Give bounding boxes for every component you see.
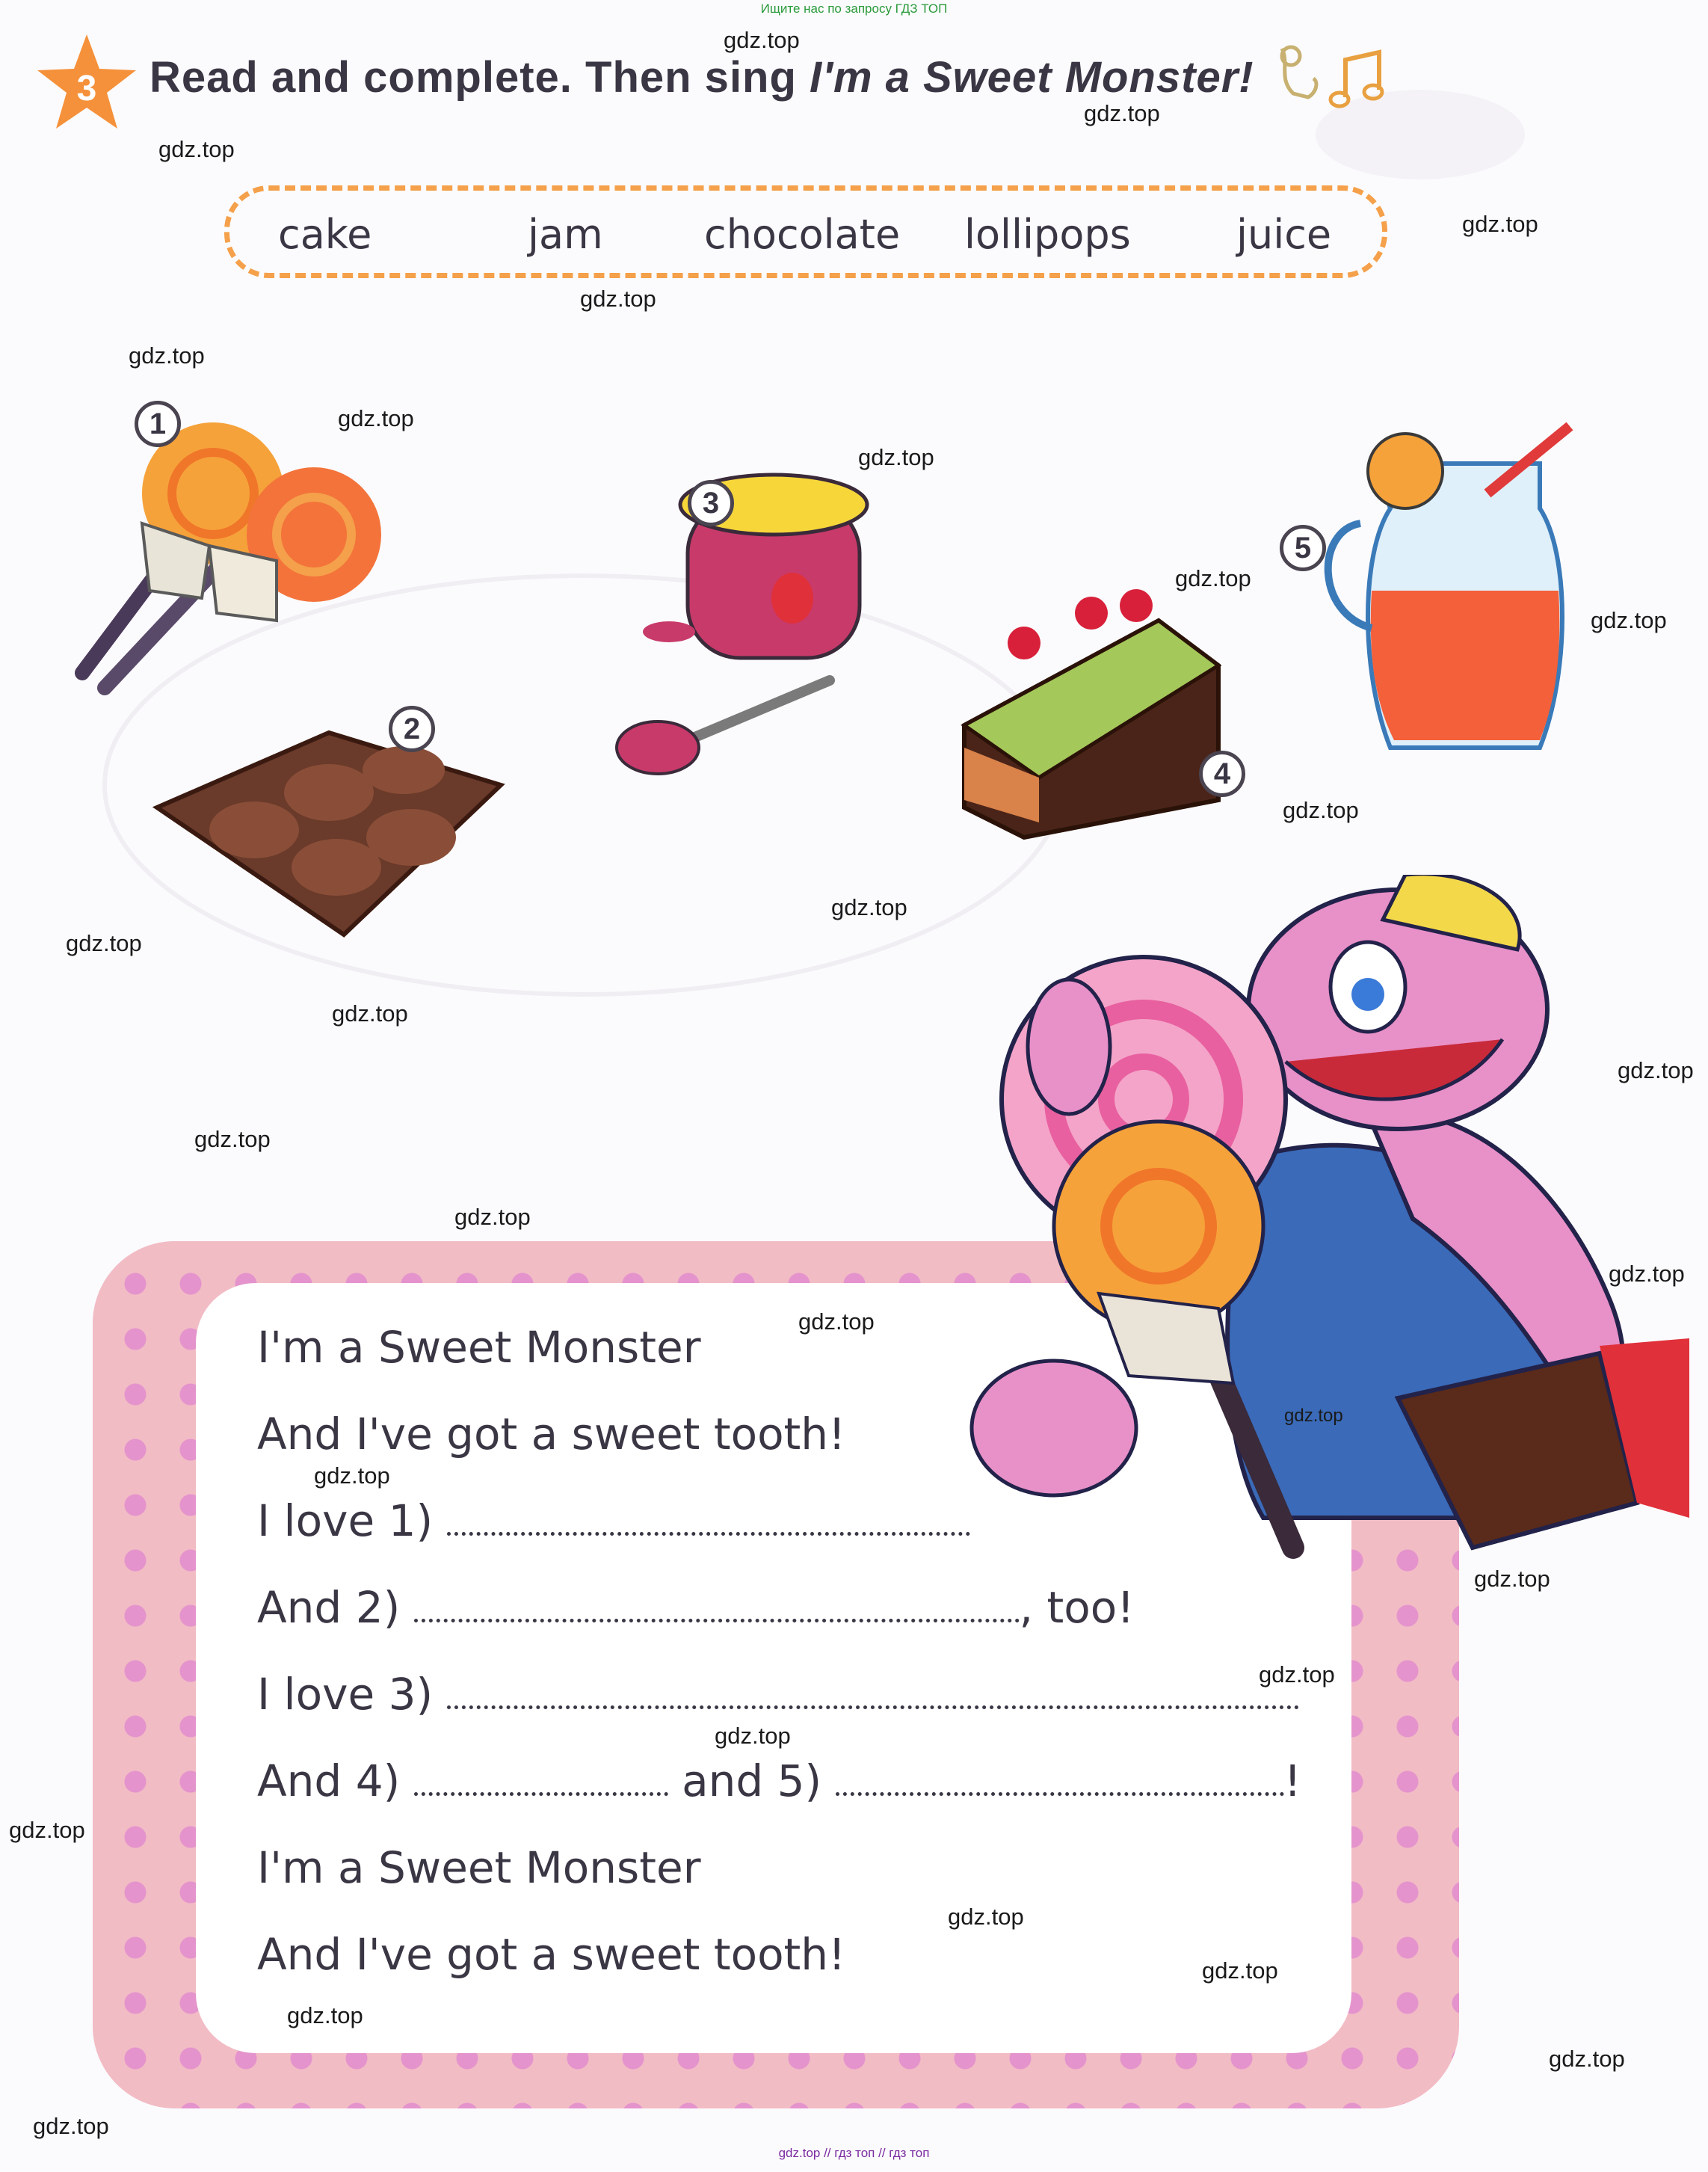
- juice-picture: [1301, 419, 1585, 770]
- answer-blank-4[interactable]: [414, 1785, 668, 1796]
- cake-picture: [934, 553, 1263, 875]
- bottom-notice: gdz.top // гдз топ // гдз топ: [778, 2146, 930, 2160]
- watermark: gdz.top: [1284, 1406, 1343, 1426]
- picture-number: 2: [389, 706, 435, 752]
- watermark: gdz.top: [858, 444, 934, 470]
- watermark: gdz.top: [1549, 2046, 1625, 2072]
- watermark: gdz.top: [1618, 1057, 1694, 1083]
- top-notice: Ищите нас по запросу ГДЗ ТОП: [760, 1, 948, 16]
- song-line-6-mid: and 5): [682, 1756, 822, 1806]
- song-line-4-text: And 2): [257, 1582, 401, 1633]
- title-instruction: Read and complete. Then sing: [149, 53, 810, 102]
- answer-blank-3[interactable]: [447, 1698, 1299, 1709]
- watermark: gdz.top: [948, 1904, 1024, 1930]
- song-line-2: And I've got a sweet tooth!: [257, 1409, 846, 1459]
- answer-blank-2[interactable]: [414, 1611, 1020, 1622]
- sweet-monster-illustration: [949, 875, 1697, 1608]
- song-line-4-end: , too!: [1019, 1582, 1135, 1633]
- lollipops-picture: [60, 404, 389, 695]
- watermark: gdz.top: [1259, 1661, 1335, 1688]
- music-notes-icon: [1274, 41, 1394, 112]
- watermark: gdz.top: [1474, 1566, 1550, 1592]
- watermark: gdz.top: [129, 342, 205, 369]
- watermark: gdz.top: [831, 894, 907, 920]
- song-line-3: [257, 1495, 970, 1546]
- watermark: gdz.top: [9, 1817, 85, 1843]
- watermark: gdz.top: [1591, 607, 1667, 633]
- picture-number: 3: [688, 480, 734, 526]
- watermark: gdz.top: [287, 2002, 363, 2028]
- word-bank-item: cake: [278, 211, 372, 258]
- exercise-title: [149, 52, 1254, 102]
- watermark: gdz.top: [724, 27, 800, 53]
- watermark: gdz.top: [314, 1462, 390, 1489]
- watermark: gdz.top: [580, 286, 656, 312]
- title-song-name: I'm a Sweet Monster!: [810, 53, 1254, 102]
- watermark: gdz.top: [33, 2113, 109, 2139]
- answer-blank-1[interactable]: [447, 1525, 970, 1536]
- watermark: gdz.top: [1283, 797, 1359, 823]
- song-line-6-end: !: [1283, 1756, 1301, 1806]
- watermark: gdz.top: [158, 136, 235, 162]
- word-bank-item: lollipops: [964, 211, 1131, 258]
- picture-number: 4: [1199, 751, 1245, 797]
- song-line-5: [257, 1669, 1299, 1720]
- watermark: gdz.top: [454, 1204, 531, 1230]
- song-line-3-text: I love 1): [257, 1495, 434, 1546]
- watermark: gdz.top: [332, 1000, 408, 1027]
- chocolate-picture: [149, 718, 516, 942]
- word-bank-item: juice: [1236, 211, 1332, 258]
- exercise-number: 3: [76, 68, 97, 108]
- watermark: gdz.top: [194, 1126, 271, 1152]
- watermark: gdz.top: [798, 1308, 875, 1335]
- song-line-6: [257, 1756, 1301, 1806]
- watermark: gdz.top: [1609, 1261, 1685, 1287]
- word-bank-item: jam: [528, 211, 603, 258]
- watermark: gdz.top: [1202, 1957, 1278, 1984]
- song-line-8: And I've got a sweet tooth!: [257, 1929, 846, 1980]
- watermark: gdz.top: [1175, 565, 1251, 591]
- song-line-5-text: I love 3): [257, 1669, 434, 1720]
- jam-picture: [576, 471, 919, 793]
- word-bank-item: chocolate: [704, 211, 901, 258]
- watermark: gdz.top: [715, 1723, 791, 1749]
- picture-number: 1: [135, 401, 181, 447]
- watermark: gdz.top: [1462, 211, 1538, 237]
- song-line-6-text: And 4): [257, 1756, 401, 1806]
- watermark: gdz.top: [338, 405, 414, 431]
- answer-blank-5[interactable]: [836, 1785, 1284, 1796]
- watermark: gdz.top: [1084, 100, 1160, 126]
- song-line-1: I'm a Sweet Monster: [257, 1322, 701, 1373]
- song-line-7: I'm a Sweet Monster: [257, 1842, 701, 1893]
- watermark: gdz.top: [66, 930, 142, 956]
- picture-number: 5: [1280, 525, 1326, 571]
